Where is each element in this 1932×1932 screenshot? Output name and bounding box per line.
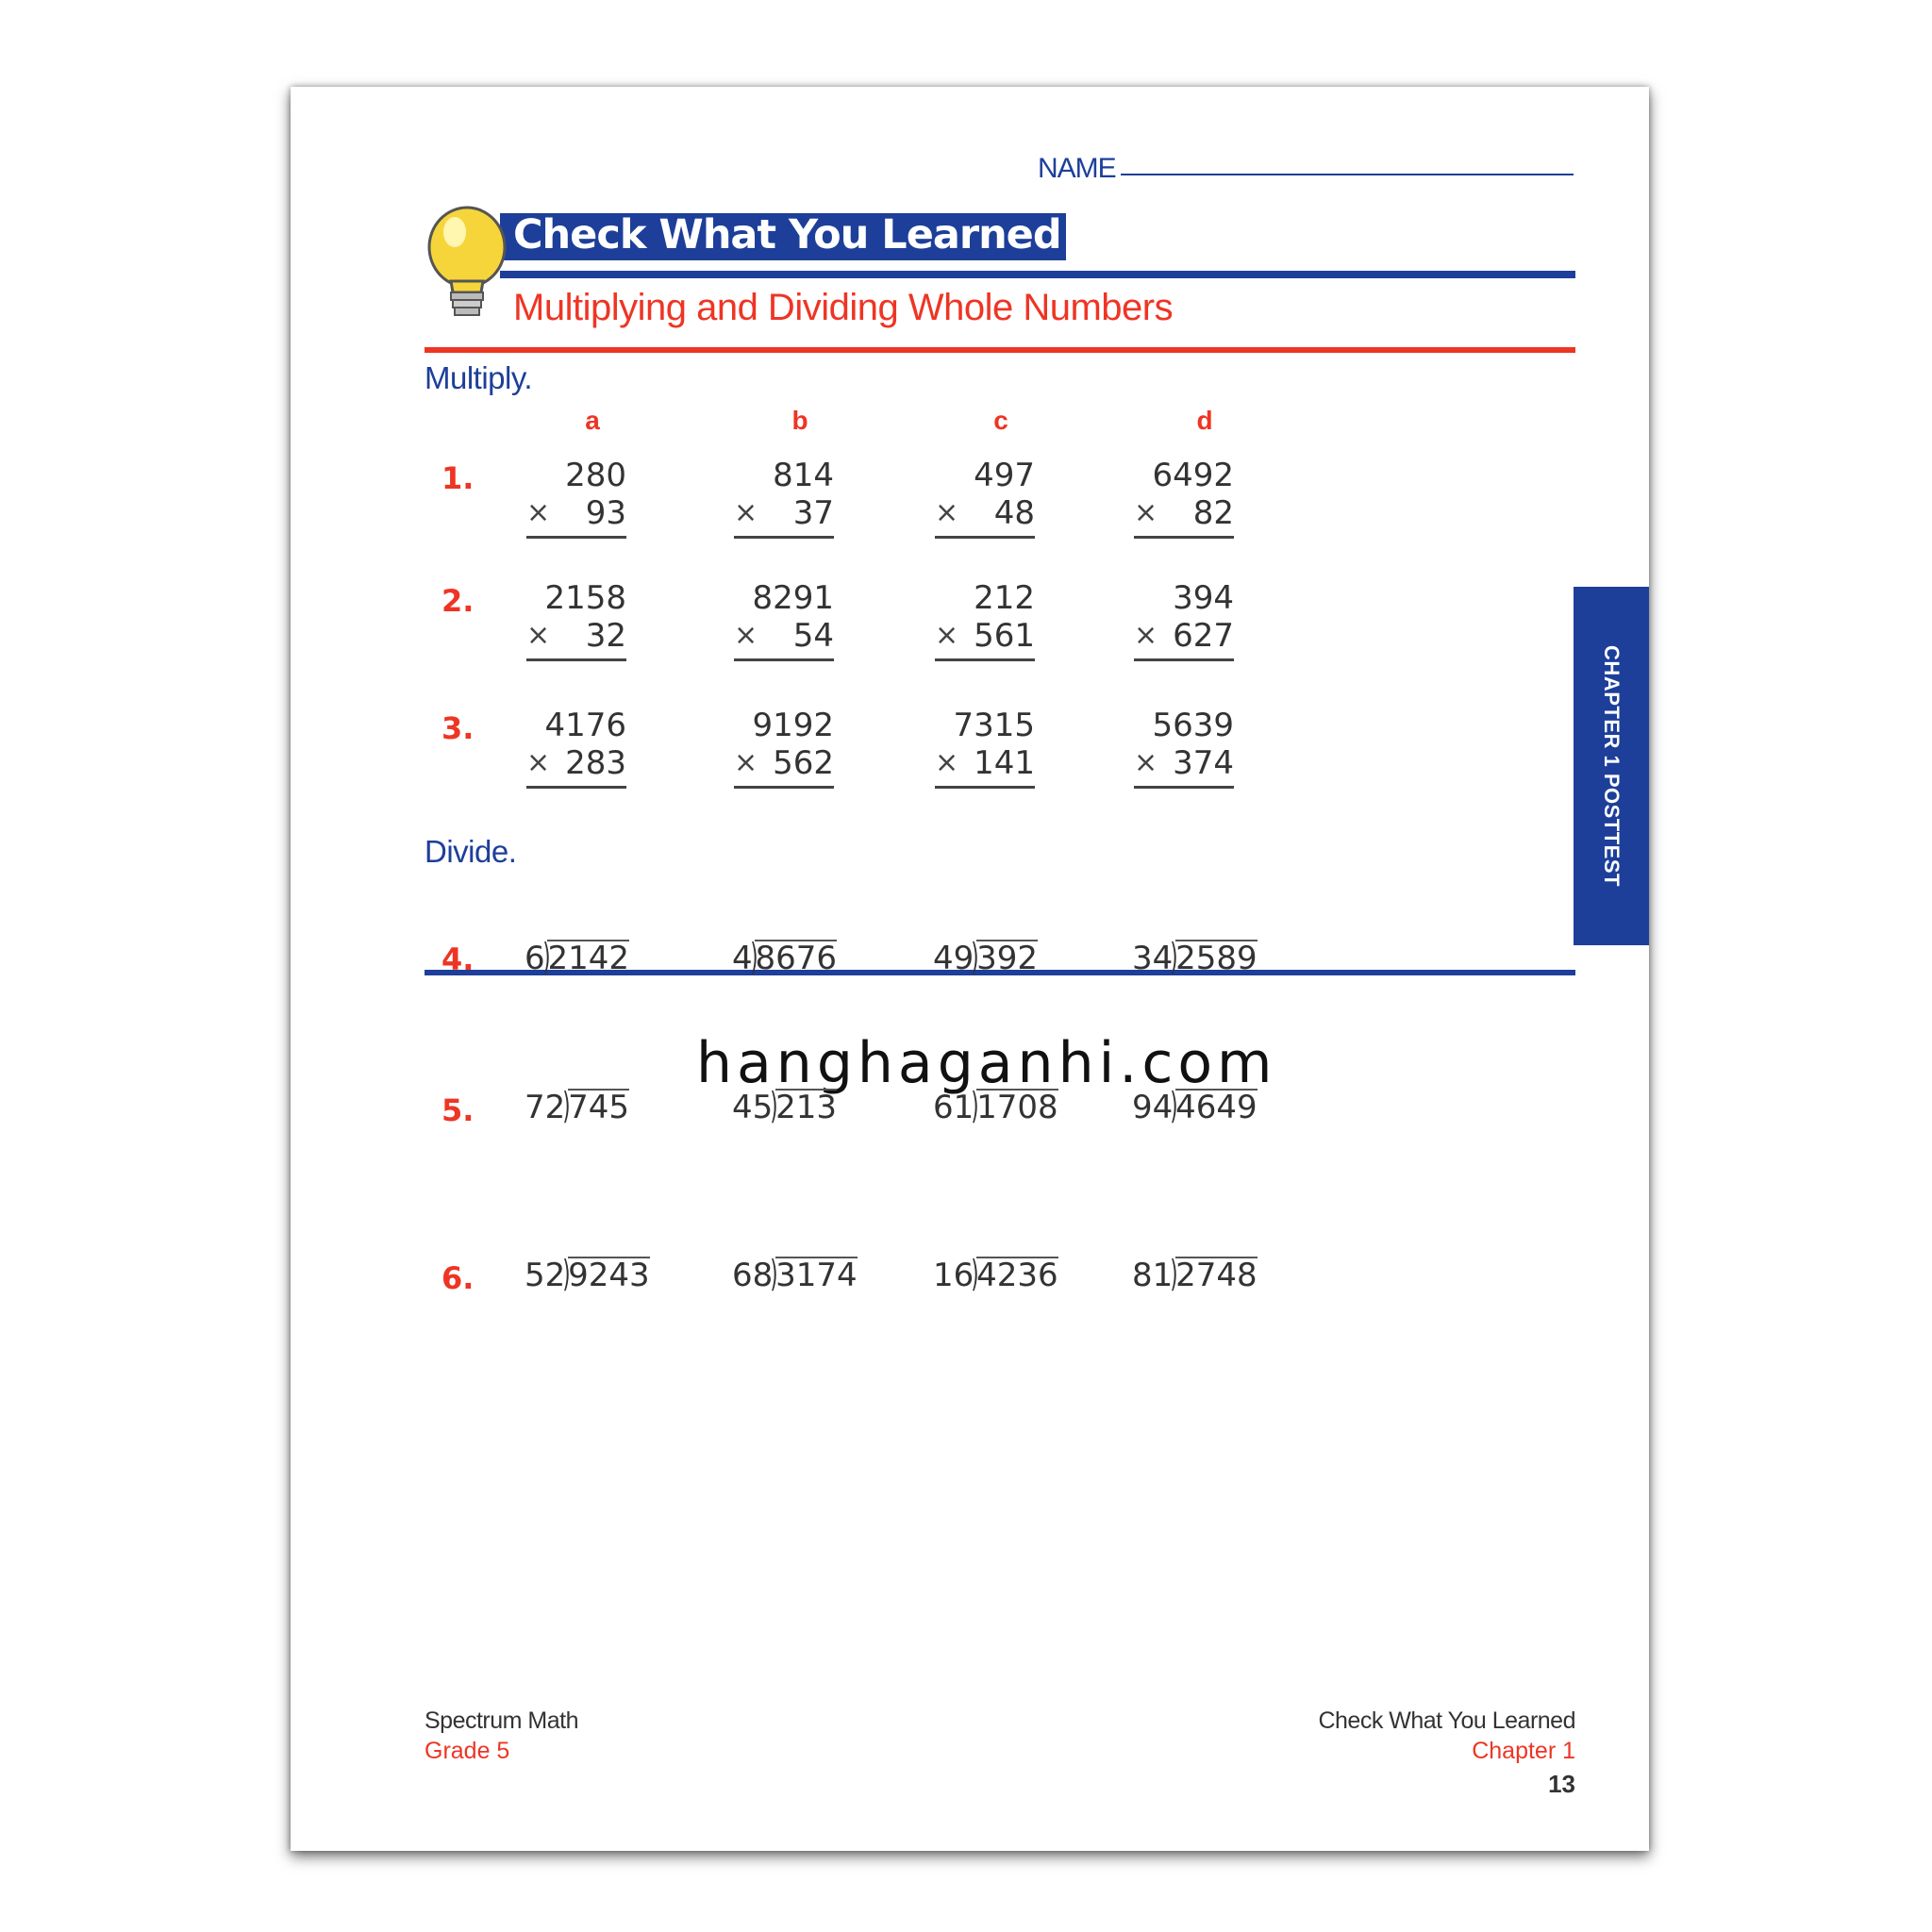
division-problem: 16)4236 [933,1253,1058,1294]
times-sign: × [1134,619,1158,652]
multiplication-problem: 4176 × 283 [526,707,626,789]
answer-line [734,786,834,789]
multiplication-problem: 394 × 627 [1134,579,1234,661]
answer-line [1134,658,1234,661]
multiplication-problem: 212 × 561 [935,579,1035,661]
multiplication-problem: 814 × 37 [734,457,834,539]
multiplication-problem: 280 × 93 [526,457,626,539]
chapter-side-tab-label: CHAPTER 1 POSTTEST [1600,645,1624,887]
column-letter-a: a [585,406,600,435]
multiplication-problem: 7315 × 141 [935,707,1035,789]
name-label: NAME [1038,153,1116,184]
times-sign: × [526,619,551,652]
lightbulb-icon [425,202,509,325]
times-sign: × [526,746,551,779]
answer-line [1134,786,1234,789]
answer-line [526,786,626,789]
name-line [1121,174,1574,175]
answer-line [935,786,1035,789]
title-underline [500,271,1575,278]
chapter-side-tab [1574,587,1649,945]
problem-number: 4. [441,941,475,977]
watermark: hanghaganhi.com [696,1030,1277,1096]
divide-instruction: Divide. [425,834,517,869]
times-sign: × [1134,496,1158,529]
division-problem: 34)2589 [1132,936,1257,977]
division-problem: 81)2748 [1132,1253,1257,1294]
division-problem: 4)8676 [732,936,837,977]
problem-number: 2. [441,583,475,619]
times-sign: × [526,496,551,529]
answer-line [526,658,626,661]
times-sign: × [935,746,959,779]
multiply-instruction: Multiply. [425,360,533,395]
footer-chapter: Chapter 1 [1472,1738,1575,1764]
multiplication-problem: 497 × 48 [935,457,1035,539]
times-sign: × [734,619,758,652]
answer-line [935,658,1035,661]
answer-line [734,658,834,661]
problem-number: 3. [441,710,475,746]
subtitle-underline [425,347,1575,353]
division-problem: 45)213 [732,1085,837,1126]
multiplication-problem: 9192 × 562 [734,707,834,789]
problem-number: 6. [441,1260,475,1296]
problem-number: 1. [441,460,475,496]
times-sign: × [734,746,758,779]
worksheet-page [291,87,1649,1851]
times-sign: × [1134,746,1158,779]
division-problem: 61)1708 [933,1085,1058,1126]
division-problem: 72)745 [525,1085,629,1126]
page-subtitle: Multiplying and Dividing Whole Numbers [513,287,1174,328]
division-problem: 52)9243 [525,1253,650,1294]
times-sign: × [935,619,959,652]
column-letter-b: b [791,406,808,435]
division-problem: 94)4649 [1132,1085,1257,1126]
answer-line [526,536,626,539]
multiplication-problem: 2158 × 32 [526,579,626,661]
times-sign: × [935,496,959,529]
times-sign: × [734,496,758,529]
problem-number: 5. [441,1092,475,1128]
page-title: Check What You Learned [513,211,1061,258]
multiplication-problem: 5639 × 374 [1134,707,1234,789]
answer-line [935,536,1035,539]
division-problem: 6)2142 [525,936,629,977]
footer-section: Check What You Learned [1318,1707,1575,1734]
multiplication-problem: 8291 × 54 [734,579,834,661]
division-problem: 68)3174 [732,1253,858,1294]
column-letter-d: d [1196,406,1213,435]
answer-line [734,536,834,539]
footer-book-title: Spectrum Math [425,1707,579,1734]
multiplication-problem: 6492 × 82 [1134,457,1234,539]
column-letter-c: c [993,406,1008,435]
answer-line [1134,536,1234,539]
division-problem: 49)392 [933,936,1038,977]
footer-grade: Grade 5 [425,1738,510,1764]
page-number: 13 [1548,1770,1575,1798]
